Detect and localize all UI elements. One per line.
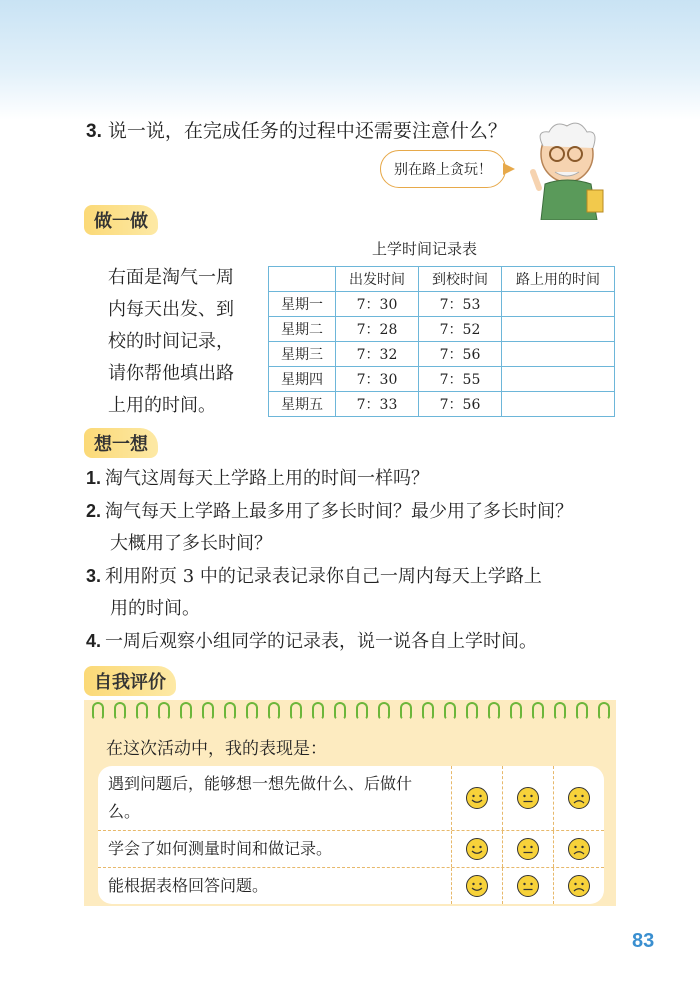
depart-cell: 7：30: [336, 367, 419, 392]
eval-row-text: 遇到问题后，能够想一想先做什么、后做什么。: [108, 774, 413, 821]
ring-icon: [488, 702, 500, 720]
ring-icon: [246, 702, 258, 720]
ring-icon: [180, 702, 192, 720]
table-title: 上学时间记录表: [372, 240, 478, 258]
table-row: [269, 367, 615, 392]
header-cell: 到校时间: [419, 267, 502, 292]
grandpa-illustration: [515, 110, 615, 220]
header-cell: [269, 267, 336, 292]
day-cell: 星期三: [269, 342, 336, 367]
depart-cell: 7：28: [336, 317, 419, 342]
ring-icon: [576, 702, 588, 720]
item-text: 淘气这周每天上学路上用的时间一样吗？: [105, 468, 430, 489]
eval-row-text: 学会了如何测量时间和做记录。: [108, 839, 333, 858]
item-number: 4.: [86, 631, 102, 651]
ring-icon: [224, 702, 236, 720]
duration-cell[interactable]: [502, 342, 615, 367]
ring-icon: [356, 702, 368, 720]
arrive-cell: 7：55: [419, 367, 502, 392]
list-item: [86, 625, 626, 658]
task-line: 右面是淘气一周: [108, 267, 234, 288]
sad-icon[interactable]: [553, 831, 604, 867]
ring-icon: [92, 702, 104, 720]
item-number: 1.: [86, 468, 102, 488]
task-text: [108, 262, 258, 422]
ring-icon: [422, 702, 434, 720]
duration-cell[interactable]: [502, 317, 615, 342]
day-cell: 星期四: [269, 367, 336, 392]
eval-row-text: 能根据表格回答问题。: [108, 876, 269, 895]
ring-icon: [466, 702, 478, 720]
item-number: 3.: [86, 566, 102, 586]
header-cell: 路上用的时间: [502, 267, 615, 292]
list-item: [86, 462, 626, 495]
arrive-cell: 7：56: [419, 392, 502, 417]
table-row: [269, 342, 615, 367]
ring-icon: [554, 702, 566, 720]
header-cell: 出发时间: [336, 267, 419, 292]
item-text: 一周后观察小组同学的记录表，说一说各自上学时间。: [105, 631, 538, 652]
eval-row: [98, 830, 604, 867]
table-header-row: [269, 267, 615, 292]
task-line: 上用的时间。: [108, 395, 216, 416]
depart-cell: 7：32: [336, 342, 419, 367]
notebook-rings: [84, 702, 616, 722]
section-tag-think: 想一想: [84, 428, 158, 458]
duration-cell[interactable]: [502, 292, 615, 317]
table-row: [269, 392, 615, 417]
ring-icon: [158, 702, 170, 720]
depart-cell: 7：30: [336, 292, 419, 317]
ring-icon: [290, 702, 302, 720]
item-text: 淘气每天上学路上最多用了多长时间？最少用了多长时间？: [105, 501, 574, 522]
item-text: 利用附页 3 中的记录表记录你自己一周内每天上学路上: [105, 566, 542, 587]
smile-icon[interactable]: [451, 868, 502, 904]
ring-icon: [598, 702, 610, 720]
day-cell: 星期一: [269, 292, 336, 317]
day-cell: 星期二: [269, 317, 336, 342]
ring-icon: [268, 702, 280, 720]
task-line: 内每天出发、到: [108, 299, 234, 320]
neutral-icon[interactable]: [502, 831, 553, 867]
self-eval-notebook: [84, 700, 616, 906]
smile-icon[interactable]: [451, 766, 502, 830]
table-row: [269, 317, 615, 342]
duration-cell[interactable]: [502, 367, 615, 392]
speech-bubble: [380, 150, 506, 188]
question-number: 3.: [86, 121, 102, 142]
sad-icon[interactable]: [553, 868, 604, 904]
ring-icon: [532, 702, 544, 720]
depart-cell: 7：33: [336, 392, 419, 417]
duration-cell[interactable]: [502, 392, 615, 417]
task-line: 请你帮他填出路: [108, 363, 234, 384]
list-item: [86, 560, 626, 625]
speech-bubble-text: 别在路上贪玩！: [394, 162, 492, 178]
task-line: 校的时间记录，: [108, 331, 234, 352]
eval-heading: 在这次活动中，我的表现是：: [106, 739, 327, 759]
smile-icon[interactable]: [451, 831, 502, 867]
arrive-cell: 7：53: [419, 292, 502, 317]
question-3: [86, 116, 507, 143]
section-tag-do: 做一做: [84, 205, 158, 235]
time-record-table: [268, 266, 615, 417]
ring-icon: [312, 702, 324, 720]
header-band: [0, 0, 700, 120]
neutral-icon[interactable]: [502, 766, 553, 830]
arrive-cell: 7：52: [419, 317, 502, 342]
section-tag-self-eval: 自我评价: [84, 666, 176, 696]
eval-row: [98, 766, 604, 830]
ring-icon: [378, 702, 390, 720]
ring-icon: [444, 702, 456, 720]
ring-icon: [510, 702, 522, 720]
question-text: 说一说，在完成任务的过程中还需要注意什么？: [107, 120, 507, 142]
eval-table: [98, 766, 604, 904]
ring-icon: [202, 702, 214, 720]
day-cell: 星期五: [269, 392, 336, 417]
eval-row: [98, 867, 604, 904]
item-text-continued: 大概用了多长时间？: [110, 533, 272, 554]
item-number: 2.: [86, 501, 102, 521]
ring-icon: [114, 702, 126, 720]
ring-icon: [136, 702, 148, 720]
arrive-cell: 7：56: [419, 342, 502, 367]
neutral-icon[interactable]: [502, 868, 553, 904]
think-list: [86, 462, 626, 658]
ring-icon: [334, 702, 346, 720]
list-item: [86, 495, 626, 560]
sad-icon[interactable]: [553, 766, 604, 830]
item-text-continued: 用的时间。: [110, 598, 200, 619]
page-number: 83: [632, 930, 655, 952]
ring-icon: [400, 702, 412, 720]
table-row: [269, 292, 615, 317]
